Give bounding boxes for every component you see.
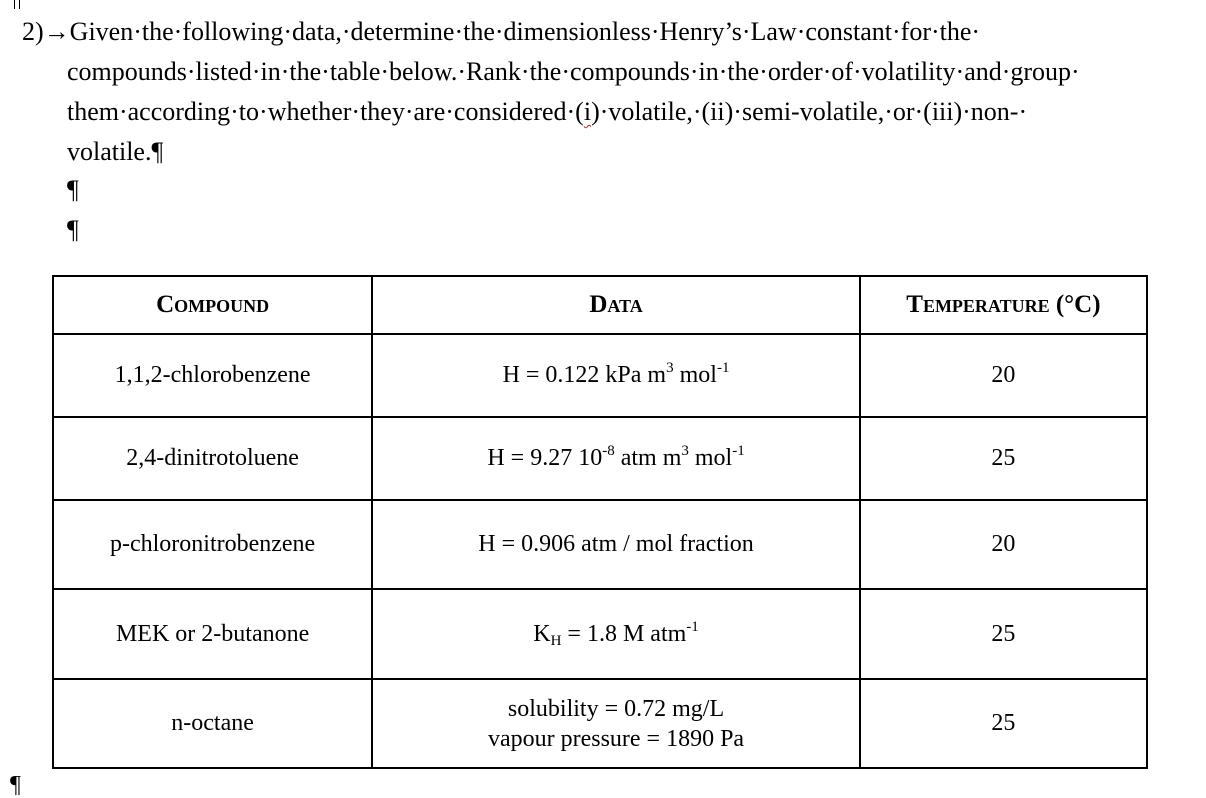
cell-temperature[interactable]: 20 (860, 500, 1147, 589)
cell-data[interactable] (372, 589, 860, 679)
question-text-line-2: compounds·listed·in·the·table·below.·Rank·the·compounds·in·the·order·of·volatility·and·group· (67, 57, 1080, 86)
superscript: -1 (732, 443, 745, 459)
cell-compound[interactable]: 2,4-dinitrotoluene (53, 417, 372, 500)
data-text: atm m (614, 445, 682, 471)
pilcrow-icon: ¶ (10, 772, 21, 798)
cell-temperature[interactable]: 20 (860, 334, 1147, 417)
data-text: vapour pressure = 1890 Pa (487, 725, 745, 752)
section-break-marker (14, 0, 20, 9)
cell-compound[interactable]: p-chloronitrobenzene (53, 500, 372, 589)
cell-temperature[interactable]: 25 (860, 589, 1147, 679)
superscript: -1 (716, 360, 730, 376)
cell-data[interactable] (372, 417, 860, 500)
spellcheck-flagged-word[interactable]: i (583, 97, 592, 126)
cell-compound[interactable]: MEK or 2-butanone (53, 589, 372, 679)
cell-data[interactable]: H = 0.906 atm / mol fraction (372, 500, 860, 589)
table-row (53, 679, 1147, 768)
compound-data-table[interactable] (52, 275, 1148, 769)
question-number: 2) (22, 17, 44, 46)
header-data: Data (372, 276, 860, 334)
pilcrow-icon: ¶ (67, 215, 79, 244)
question-text-line-1: Given·the·following·data,·determine·the·dimensionless·Henry’s·Law·constant·for·the· (69, 17, 981, 46)
data-text: mol (673, 362, 717, 388)
superscript: 3 (681, 443, 689, 459)
cell-compound[interactable]: 1,1,2-chlorobenzene (53, 334, 372, 417)
cell-data[interactable] (372, 334, 860, 417)
data-text: = 1.8 M atm (561, 620, 687, 647)
cell-temperature[interactable]: 25 (860, 679, 1147, 768)
table-row (53, 589, 1147, 679)
table-row (53, 500, 1147, 589)
subscript: H (550, 632, 562, 649)
data-text: H = 9.27 10 (487, 445, 603, 471)
question-text-line-4: volatile.¶ (67, 137, 164, 166)
pilcrow-icon: ¶ (67, 175, 79, 204)
tab-arrow-icon: → (43, 17, 70, 46)
cell-temperature[interactable]: 25 (860, 417, 1147, 500)
superscript: -8 (602, 443, 615, 459)
data-text: solubility = 0.72 mg/L (507, 695, 725, 722)
data-text: H = 0.122 kPa m (502, 362, 667, 388)
header-compound: Compound (53, 276, 372, 334)
question-text-line-3-start: them·according·to·whether·they·are·considered·( (67, 97, 584, 126)
table-row (53, 334, 1147, 417)
cell-compound[interactable]: n-octane (53, 679, 372, 768)
question-text-line-3-end: )·volatile,·(ii)·semi-volatile,·or·(iii)·non-· (591, 97, 1028, 126)
header-temperature: Temperature (°C) (860, 276, 1147, 334)
data-text: mol (688, 445, 733, 471)
question-line-3 (67, 92, 1027, 132)
superscript: 3 (666, 360, 674, 376)
cell-data[interactable] (372, 679, 860, 768)
question-line-1 (22, 12, 980, 52)
data-text: K (533, 620, 551, 647)
table-row (53, 417, 1147, 500)
table-header-row (53, 276, 1147, 334)
superscript: -1 (686, 618, 699, 635)
